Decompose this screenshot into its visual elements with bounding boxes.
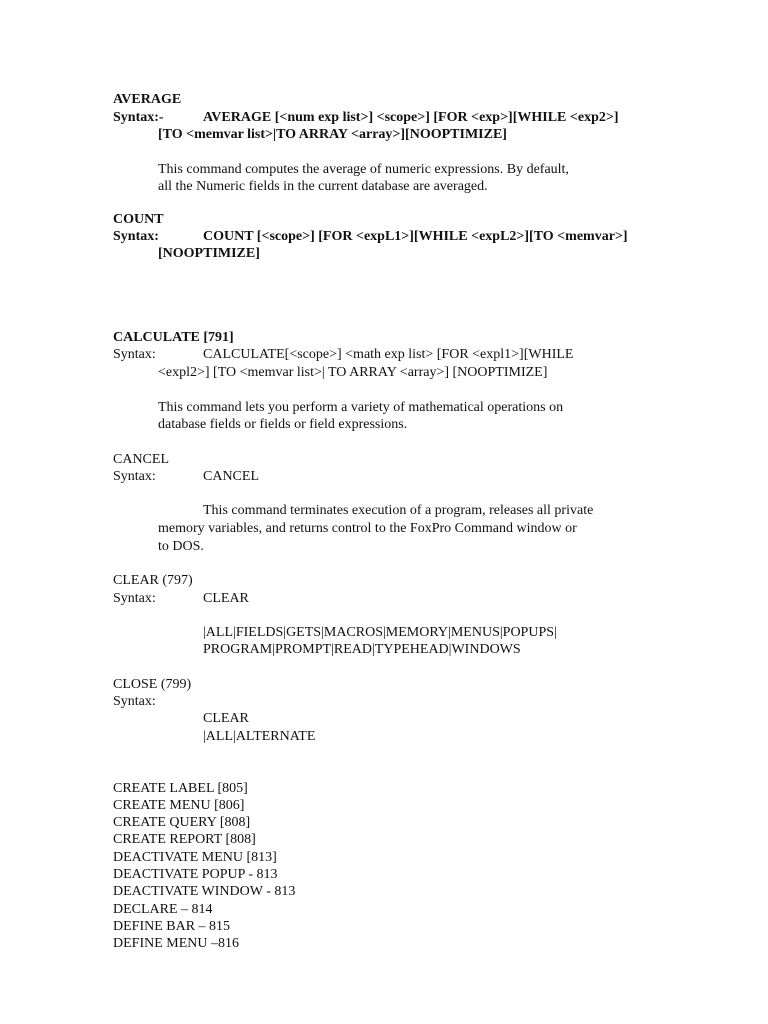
close-syntax-line-2: |ALL|ALTERNATE xyxy=(203,729,316,744)
command-list-item: CREATE QUERY [808] xyxy=(113,815,251,830)
calculate-syntax-line-1: CALCULATE[<scope>] <math exp list> [FOR <expl1>][WHILE xyxy=(203,347,574,362)
calculate-description-line-2: database fields or fields or field expressions. xyxy=(158,417,408,432)
cancel-heading: CANCEL xyxy=(113,452,169,467)
clear-options-line-2: PROGRAM|PROMPT|READ|TYPEHEAD|WINDOWS xyxy=(203,642,521,657)
command-list-item: DEACTIVATE WINDOW - 813 xyxy=(113,884,296,899)
clear-syntax-label: Syntax: xyxy=(113,591,156,606)
count-syntax-line-2: [NOOPTIMIZE] xyxy=(158,246,260,261)
command-list-item: DEACTIVATE POPUP - 813 xyxy=(113,867,278,882)
close-syntax-line-1: CLEAR xyxy=(203,711,249,726)
clear-options-line-1: |ALL|FIELDS|GETS|MACROS|MEMORY|MENUS|POPUPS| xyxy=(203,625,557,640)
command-list-item: CREATE REPORT [808] xyxy=(113,832,256,847)
close-heading: CLOSE (799) xyxy=(113,677,192,692)
command-list-item: CREATE LABEL [805] xyxy=(113,781,248,796)
count-syntax-line-1: COUNT [<scope>] [FOR <expL1>][WHILE <expL2>][TO <memvar>] xyxy=(203,229,628,244)
command-list-item: DECLARE – 814 xyxy=(113,902,213,917)
cancel-syntax-label: Syntax: xyxy=(113,469,156,484)
command-list-item: DEFINE MENU –816 xyxy=(113,936,239,951)
calculate-description-line-1: This command lets you perform a variety of mathematical operations on xyxy=(158,400,564,415)
command-list-item: CREATE MENU [806] xyxy=(113,798,245,813)
average-syntax-line-1: AVERAGE [<num exp list>] <scope>] [FOR <exp>][WHILE <exp2>] xyxy=(203,110,619,125)
cancel-syntax-line-1: CANCEL xyxy=(203,469,259,484)
average-description-line-2: all the Numeric fields in the current database are averaged. xyxy=(158,179,488,194)
calculate-syntax-line-2: <expl2>] [TO <memvar list>| TO ARRAY <array>] [NOOPTIMIZE] xyxy=(158,365,548,380)
calculate-heading: CALCULATE [791] xyxy=(113,330,234,345)
clear-heading: CLEAR (797) xyxy=(113,573,193,588)
command-list-item: DEFINE BAR – 815 xyxy=(113,919,231,934)
command-list-item: DEACTIVATE MENU [813] xyxy=(113,850,277,865)
average-syntax-line-2: [TO <memvar list>|TO ARRAY <array>][NOOPTIMIZE] xyxy=(158,127,507,142)
average-description-line-1: This command computes the average of numeric expressions. By default, xyxy=(158,162,569,177)
close-syntax-label: Syntax: xyxy=(113,694,156,709)
count-heading: COUNT xyxy=(113,212,164,227)
cancel-description-line-3: to DOS. xyxy=(158,539,204,554)
calculate-syntax-label: Syntax: xyxy=(113,347,156,362)
clear-syntax-line-1: CLEAR xyxy=(203,591,249,606)
cancel-description-line-2: memory variables, and returns control to the FoxPro Command window or xyxy=(158,521,577,536)
cancel-description-line-1: This command terminates execution of a program, releases all private xyxy=(203,503,594,518)
average-heading: AVERAGE xyxy=(113,92,182,107)
average-syntax-label: Syntax:- xyxy=(113,110,164,125)
count-syntax-label: Syntax: xyxy=(113,229,159,244)
